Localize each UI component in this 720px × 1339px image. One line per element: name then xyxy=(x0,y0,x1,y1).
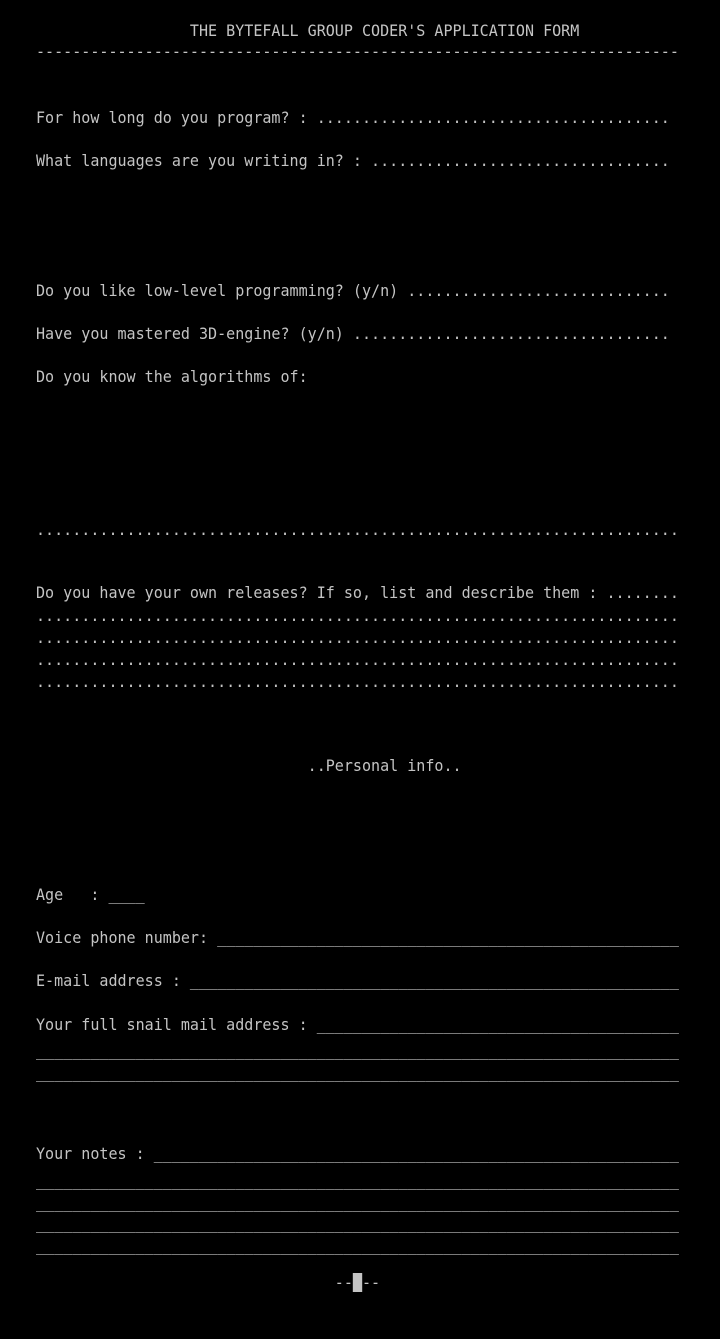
group-city-row xyxy=(36,841,679,863)
languages-field[interactable]: What languages are you writing in? : ................................. xyxy=(36,151,670,170)
snail-mail-field[interactable]: Your full snail mail address : ________________________________________ xyxy=(36,1015,679,1034)
algorithm-item xyxy=(36,431,679,453)
notes-line[interactable]: _______________________________________________________________________ xyxy=(36,1171,679,1190)
alias-realname-row xyxy=(36,798,679,820)
personal-info-header: ..Personal info.. xyxy=(36,756,462,775)
algorithm-item xyxy=(36,474,679,496)
page-indicator: --█-- xyxy=(36,1273,381,1292)
others-continuation-line[interactable]: ....................................................................... xyxy=(36,520,679,539)
cpu-row-2 xyxy=(36,215,679,237)
application-form-screen xyxy=(36,0,720,1339)
releases-line[interactable]: ....................................................................... xyxy=(36,650,679,669)
email-field[interactable]: E-mail address : ______________________________________________________ xyxy=(36,971,679,990)
releases-line[interactable]: ....................................................................... xyxy=(36,606,679,625)
notes-line[interactable]: _______________________________________________________________________ xyxy=(36,1193,679,1212)
title-rule: ----------------------------------------------------------------------- xyxy=(36,42,679,61)
algorithms-question: Do you know the algorithms of: xyxy=(36,367,308,386)
releases-line[interactable]: ....................................................................... xyxy=(36,672,679,691)
snail-mail-line[interactable]: _______________________________________________________________________ xyxy=(36,1063,679,1082)
3d-engine-field[interactable]: Have you mastered 3D-engine? (y/n) ................................... xyxy=(36,324,670,343)
notes-line[interactable]: _______________________________________________________________________ xyxy=(36,1236,679,1255)
algorithm-item xyxy=(36,409,679,431)
voice-phone-field[interactable]: Voice phone number: ___________________________________________________ xyxy=(36,928,679,947)
cpu-row-3 xyxy=(36,236,679,258)
snail-mail-line[interactable]: _______________________________________________________________________ xyxy=(36,1041,679,1060)
program-time-field[interactable]: For how long do you program? : ....................................... xyxy=(36,108,670,127)
cpu-row-1 xyxy=(36,193,679,215)
age-field[interactable]: Age : ____ xyxy=(36,885,145,904)
lowlevel-field[interactable]: Do you like low-level programming? (y/n) ............................. xyxy=(36,281,670,300)
releases-field[interactable]: Do you have your own releases? If so, list and describe them : ........ xyxy=(36,583,679,602)
notes-field[interactable]: Your notes : __________________________________________________________ xyxy=(36,1144,679,1163)
releases-line[interactable]: ....................................................................... xyxy=(36,628,679,647)
algorithm-item xyxy=(36,495,679,517)
notes-line[interactable]: _______________________________________________________________________ xyxy=(36,1214,679,1233)
form-title: THE BYTEFALL GROUP CODER'S APPLICATION FORM xyxy=(36,21,580,40)
algorithm-item xyxy=(36,452,679,474)
